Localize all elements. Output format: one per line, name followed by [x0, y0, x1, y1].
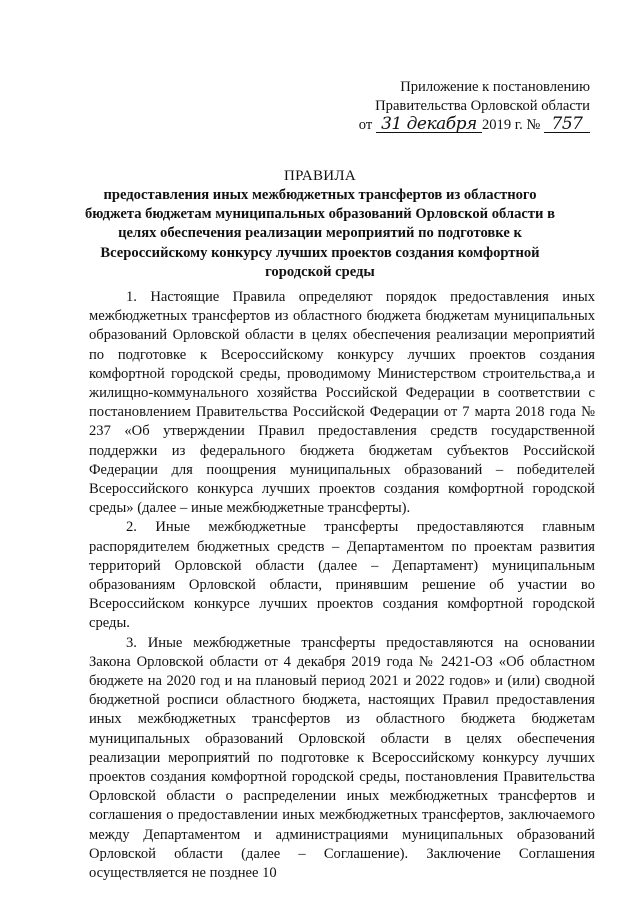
- document-title-block: [80, 167, 560, 282]
- date-prefix: от: [358, 117, 373, 133]
- appendix-line-2: Правительства Орловской области: [375, 98, 590, 114]
- paragraph-3: 3. Иные межбюджетные трансферты предоставляются на основании Закона Орловской области от 4 декабря 2019 года № 2421-ОЗ «Об областном бюджете на 2020 год и на плановый период 2021 и 2022 годов» и (или) сводной бюджетной росписи областного бюджета, настоящих Правил предоставления иных межбюджетных трансфертов из областного бюджета бюджетам муниципальных образований Орловской области в целях обеспечения реализации мероприятий по подготовке к Всероссийскому конкурсу лучших проектов создания комфортной городской среды, постановления Правительства Орловской области о распределении иных межбюджетных трансфертов и соглашения о предоставлении иных межбюджетных трансфертов, заключаемого между Департаментом и администрациями муниципальных образований Орловской области (далее – Соглашение). Заключение Соглашения осуществляется не позднее 10: [89, 634, 595, 882]
- document-subtitle: предоставления иных межбюджетных трансфертов из областного бюджета бюджетам муниципальных образований Орловской области в целях обеспечения реализации мероприятий по подготовке к Всероссийскому конкурсу лучших проектов создания комфортной городской среды: [84, 187, 555, 280]
- paragraph-2: 2. Иные межбюджетные трансферты предоставляются главным распорядителем бюджетных средств – Департаментом по проектам развития территорий Орловской области (далее – Департамент) муниципальным образованиям Орловской области, принявшим решение об участии во Всероссийском конкурсе лучших проектов создания комфортной городской среды.: [89, 519, 595, 632]
- document-title: ПРАВИЛА: [283, 168, 357, 184]
- appendix-line-1: Приложение к постановлению: [400, 79, 590, 95]
- document-body: [89, 288, 595, 883]
- appendix-date-line: [340, 116, 590, 135]
- appendix-header: [340, 78, 590, 135]
- handwritten-date: 31 декабря: [376, 116, 482, 133]
- paragraph-1: 1. Настоящие Правила определяют порядок предоставления иных межбюджетных трансфертов из областного бюджета бюджетам муниципальных образований Орловской области в целях обеспечения реализации мероприятий по подготовке к Всероссийскому конкурсу лучших проектов создания комфортной городской среды, проводимому Министерством строительства,а и жилищно-коммунального хозяйства Российской Федерации в соответствии с постановлением Правительства Российской Федерации от 7 марта 2018 года № 237 «Об утверждении Правил предоставления средств государственной поддержки из федерального бюджета бюджетам субъектов Российской Федерации для поощрения муниципальных образований – победителей Всероссийского конкурса лучших проектов создания комфортной городской среды» (далее – иные межбюджетные трансферты).: [89, 289, 595, 517]
- handwritten-number: 757: [544, 116, 590, 133]
- date-suffix: 2019 г. №: [481, 117, 541, 133]
